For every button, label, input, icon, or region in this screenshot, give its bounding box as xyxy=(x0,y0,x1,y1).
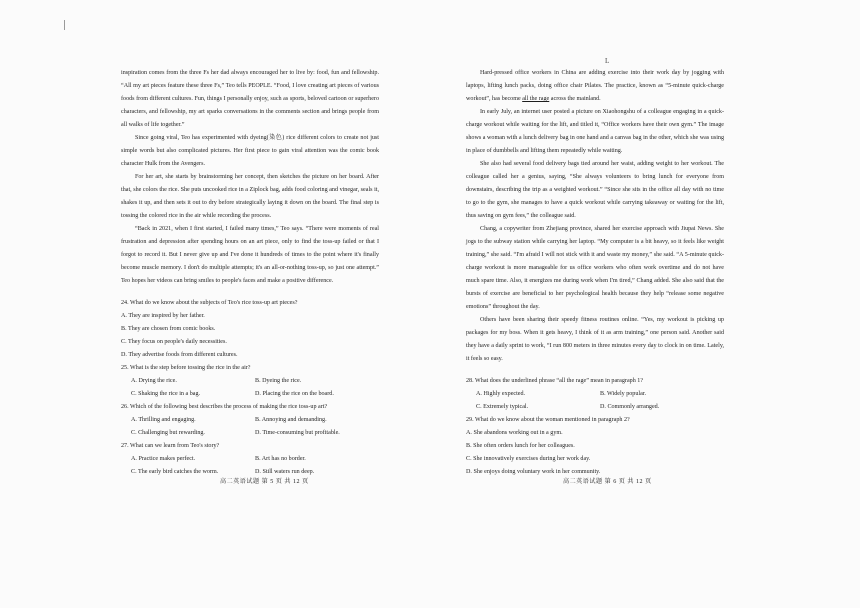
option-a: A. They are inspired by her father. xyxy=(121,313,205,319)
option-b: B. Annoying and demanding. xyxy=(255,417,327,423)
option-d: D. She enjoys doing voluntary work in her community. xyxy=(466,469,601,475)
page-5-column xyxy=(121,67,379,479)
p5-paragraph-3: For her art, she starts by brainstorming her concept, then sketches the picture on her board. After that, she colors the rice. She puts uncooked rice in a Ziplock bag, adds food coloring and vinegar, seals it, shakes it up, and then sets it out to dry before strategically laying it down on the board. The final step is tossing the colored rice in the air while recording the process. xyxy=(121,174,379,219)
p6-paragraph-3: She also had several food delivery bags tied around her waist, adding weight to her workout. The colleague called her a genius, saying, “She always volunteers to bring lunch for everyone from downstairs, describing the trip as a weighted workout.” “Since she sits in the office all day with no time to go to the gym, she manages to have a quick workout while carrying takeaway or waiting for the lift, thus saving on gym fees,” the colleague said. xyxy=(466,161,724,219)
p6-paragraph-1-start: Hard-pressed office workers in China are adding exercise into their work day by jogging with laptops, lifting lunch packs, doing office chair Pilates. The practice, known as “5-minute quick-charge workout”, has become xyxy=(466,70,724,102)
underlined-phrase: all the rage xyxy=(522,96,550,102)
option-c: C. The early bird catches the worm. xyxy=(131,469,219,475)
question-stem: 26. Which of the following best describes the process of making the rice toss-up art? xyxy=(121,404,328,410)
option-b: B. Art has no border. xyxy=(255,456,306,462)
option-c: C. Extremely typical. xyxy=(476,404,529,410)
scan-mark xyxy=(64,20,65,30)
option-d: D. Placing the rice on the board. xyxy=(255,391,334,397)
p6-questions xyxy=(466,375,724,479)
option-row xyxy=(131,375,379,388)
p5-paragraph-4: “Back in 2021, when I first started, I failed many times,” Teo says. “There were moments of real frustration and depression after spending hours on an art piece, only to find the toss-up failed or that I forgot to record it. But I never give up and I've done it hundreds of times to the point where it's finally become muscle memory. I don't do multiple attempts; it's an all-or-nothing toss-up, so just one attempt.” Teo hopes her videos can bring smiles to people's faces and make a positive difference. xyxy=(121,226,379,284)
option-d: D. They advertise foods from different cultures. xyxy=(121,352,238,358)
option-a: A. She abandons working out in a gym. xyxy=(466,430,563,436)
question-stem: 24. What do we know about the subjects of Teo's rice toss-up art pieces? xyxy=(121,300,298,306)
page-6-footer: 高二英语试题 第 6 页 共 12 页 xyxy=(563,479,652,485)
option-b: B. They are chosen from comic books. xyxy=(121,326,216,332)
question-29 xyxy=(466,414,724,479)
question-stem: 25. What is the step before tossing the rice in the air? xyxy=(121,365,251,371)
p6-paragraph-4: Chang, a copywriter from Zhejiang province, shared her exercise approach with Jiupai News. She jogs to the subway station while carrying her laptop. “My computer is a bit heavy, so it feels like weight training,” she said. “I'm afraid I will not stick with it and waste my money,” she said. “A 5-minute quick-charge workout is more manageable for us office workers who often work overtime and do not have much spare time. Also, it energizes me during work when I'm tired,” Chang added. She also said that the bursts of exercise are beneficial to her psychological health because they help “release some negative emotions” throughout the day. xyxy=(466,226,724,310)
option-d: D. Commonly arranged. xyxy=(600,404,660,410)
option-row xyxy=(131,453,379,466)
option-row xyxy=(476,401,724,414)
question-26 xyxy=(121,401,379,440)
option-b: B. Widely popular. xyxy=(600,391,647,397)
question-25 xyxy=(121,362,379,401)
option-b: B. Dyeing the rice. xyxy=(255,378,302,384)
question-stem: 29. What do we know about the woman mentioned in paragraph 2? xyxy=(466,417,630,423)
option-row xyxy=(131,388,379,401)
p6-paragraph-1 xyxy=(466,67,724,106)
question-stem: 28. What does the underlined phrase “all the rage” mean in paragraph 1? xyxy=(466,378,644,384)
option-row xyxy=(476,388,724,401)
option-c: C. They focus on people's daily necessities. xyxy=(121,339,227,345)
p6-paragraph-5: Others have been sharing their speedy fitness routines online. “Yes, my workout is picking up packages for my boss. When it gets heavy, I think of it as arm training,” one person said. Another said they have a daily sprint to work, “I run 800 meters in three minutes every day to clock in on time. Lately, it feels so easy. xyxy=(466,317,724,362)
option-a: A. Practice makes perfect. xyxy=(131,456,196,462)
option-c: C. She innovatively exercises during her work day. xyxy=(466,456,591,462)
option-d: D. Still waters run deep. xyxy=(255,469,315,475)
p6-paragraph-1-end: across the mainland. xyxy=(549,96,601,102)
option-a: A. Thrilling and engaging. xyxy=(131,417,196,423)
option-c: C. Shaking the rice in a bag. xyxy=(131,391,201,397)
option-a: A. Drying the rice. xyxy=(131,378,177,384)
p6-paragraph-2: In early July, an internet user posted a picture on Xiaohongshu of a colleague engaging in a quick-charge workout while waiting for the lift, and titled it, “Office workers have their own gym.” The image shows a woman with a lunch delivery bag in one hand and a canvas bag in the other, which she was using in place of dumbbells and lifting them repeatedly while waiting. xyxy=(466,109,724,154)
page-6-column xyxy=(466,67,724,479)
question-24 xyxy=(121,297,379,362)
option-d: D. Time-consuming but profitable. xyxy=(255,430,340,436)
option-a: A. Highly expected. xyxy=(476,391,526,397)
p5-paragraph-2: Since going viral, Teo has experimented with dyeing(染色) rice different colors to create not just simple words but also complicated pictures. Her first piece to gain viral attention was the comic book character Hulk from the Avengers. xyxy=(121,135,379,167)
option-row xyxy=(131,427,379,440)
option-row xyxy=(131,414,379,427)
question-stem: 27. What can we learn from Teo's story? xyxy=(121,443,220,449)
p5-paragraph-1: inspiration comes from the three Fs her dad always encouraged her to live by: food, fun and fellowship. “All my art pieces feature these three Fs,” Teo tells PEOPLE. “Food, I love creating art pieces of various foods from different cultures. Fun, things I personally enjoy, such as sports, beloved cartoon or superhero characters, and fellowship, my art sparks conversations in the comments section and brings people from all walks of life together.” xyxy=(121,70,379,128)
question-28 xyxy=(466,375,724,414)
top-mark: L xyxy=(605,57,610,65)
option-b: B. She often orders lunch for her colleagues. xyxy=(466,443,575,449)
page-5-footer: 高二英语试题 第 5 页 共 12 页 xyxy=(220,479,309,485)
option-c: C. Challenging but rewarding. xyxy=(131,430,205,436)
p5-questions xyxy=(121,297,379,479)
question-27 xyxy=(121,440,379,479)
